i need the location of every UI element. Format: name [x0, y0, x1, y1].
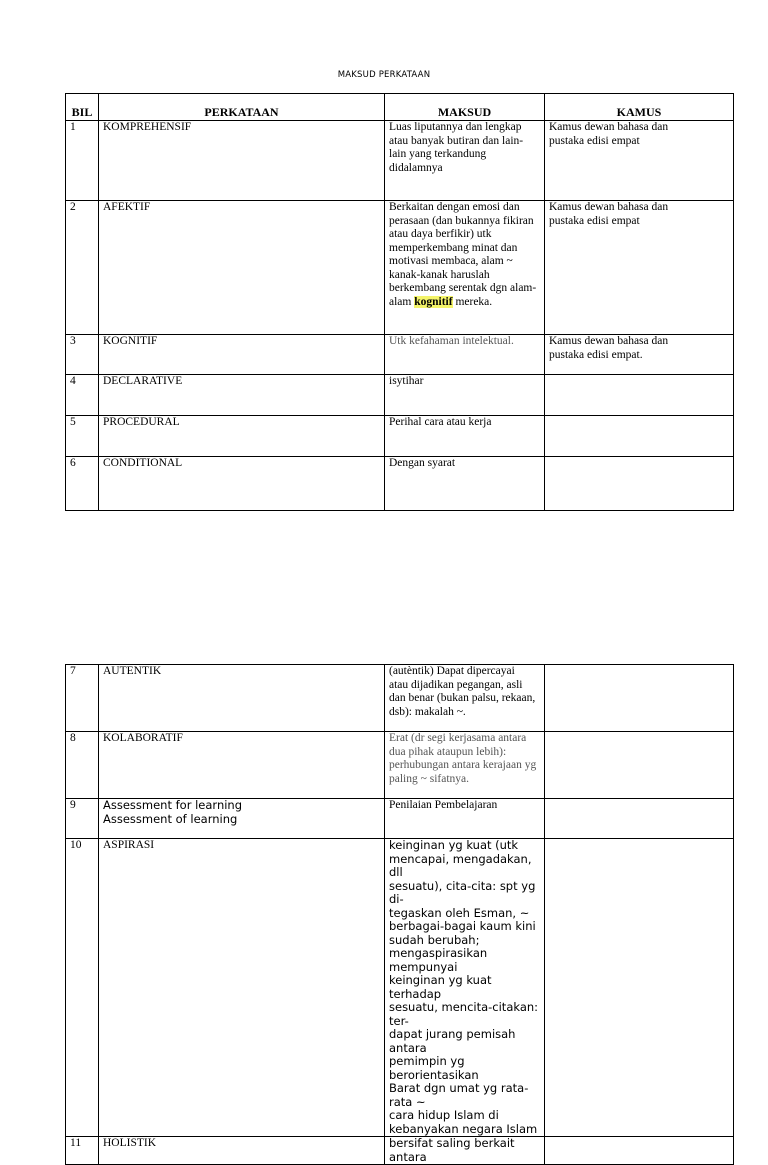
- row-meaning: [385, 201, 545, 335]
- row-word: Assessment for learning Assessment of learning: [99, 799, 385, 839]
- row-number: 7: [66, 665, 99, 732]
- row-meaning: Erat (dr segi kerjasama antara dua pihak ataupun lebih): perhubungan antara kerajaan yg paling ~ sifatnya.: [385, 732, 545, 799]
- table-row: [66, 416, 734, 457]
- row-number: 4: [66, 375, 99, 416]
- row-dictionary: [545, 799, 734, 839]
- row-dictionary: [545, 665, 734, 732]
- row-word: DECLARATIVE: [99, 375, 385, 416]
- header-kamus: KAMUS: [545, 94, 734, 121]
- row-number: 2: [66, 201, 99, 335]
- row-dictionary: [545, 375, 734, 416]
- header-maksud: MAKSUD: [385, 94, 545, 121]
- row-dictionary: Kamus dewan bahasa dan pustaka edisi empat.: [545, 335, 734, 375]
- table-header-row: [66, 94, 734, 121]
- table-row: [66, 839, 734, 1137]
- row-meaning: Perihal cara atau kerja: [385, 416, 545, 457]
- row-meaning: (autèntik) Dapat dipercayai atau dijadikan pegangan, asli dan benar (bukan palsu, rekaan, dsb): makalah ~.: [385, 665, 545, 732]
- row-number: 11: [66, 1137, 99, 1165]
- meaning-text: Berkaitan dengan emosi dan perasaan (dan bukannya fikiran atau daya berfikir) utk memperkembang minat dan motivasi membaca, alam ~ kanak-kanak haruslah berkembang serentak dgn alam- alam: [389, 201, 537, 308]
- row-meaning: Utk kefahaman intelektual.: [385, 335, 545, 375]
- header-perkataan: PERKATAAN: [99, 94, 385, 121]
- meaning-text-end: mereka.: [452, 295, 493, 308]
- row-meaning: keinginan yg kuat (utk mencapai, mengadakan, dll sesuatu), cita-cita: spt yg di- tegaskan oleh Esman, ~ berbagai-bagai kaum kini sudah berubah; mengaspirasikan mempunyai keinginan yg kuat terhadap sesuatu, mencita-citakan: ter- dapat jurang pemisah antara pemimpin yg berorientasikan Barat dgn umat yg rata-rata ~ cara hidup Islam di kebanyakan negara Islam: [385, 839, 545, 1137]
- row-number: 1: [66, 121, 99, 201]
- row-word: PROCEDURAL: [99, 416, 385, 457]
- header-bil: BIL: [66, 94, 99, 121]
- table-row: [66, 665, 734, 732]
- row-word: CONDITIONAL: [99, 457, 385, 511]
- table-row: [66, 201, 734, 335]
- row-dictionary: Kamus dewan bahasa dan pustaka edisi empat: [545, 121, 734, 201]
- row-word: AFEKTIF: [99, 201, 385, 335]
- row-dictionary: [545, 416, 734, 457]
- table-row: [66, 799, 734, 839]
- row-dictionary: Kamus dewan bahasa dan pustaka edisi empat: [545, 201, 734, 335]
- row-dictionary: [545, 457, 734, 511]
- row-word: KOMPREHENSIF: [99, 121, 385, 201]
- document-title: MAKSUD PERKATAAN: [337, 70, 431, 80]
- row-meaning: bersifat saling berkait antara: [385, 1137, 545, 1165]
- row-number: 9: [66, 799, 99, 839]
- row-word: AUTENTIK: [99, 665, 385, 732]
- table-row: [66, 121, 734, 201]
- table-row: [66, 335, 734, 375]
- row-number: 3: [66, 335, 99, 375]
- row-meaning: Luas liputannya dan lengkap atau banyak butiran dan lain- lain yang terkandung didalamnya: [385, 121, 545, 201]
- table-row: [66, 457, 734, 511]
- row-meaning: Dengan syarat: [385, 457, 545, 511]
- table-row: [66, 732, 734, 799]
- row-word: KOGNITIF: [99, 335, 385, 375]
- row-number: 10: [66, 839, 99, 1137]
- table-row: [66, 375, 734, 416]
- row-dictionary: [545, 732, 734, 799]
- word-table-part-2: [65, 664, 734, 1165]
- row-number: 8: [66, 732, 99, 799]
- row-word: KOLABORATIF: [99, 732, 385, 799]
- row-word: HOLISTIK: [99, 1137, 385, 1165]
- row-dictionary: [545, 839, 734, 1137]
- table-row: [66, 1137, 734, 1165]
- highlighted-word: kognitif: [414, 295, 453, 308]
- row-meaning: Penilaian Pembelajaran: [385, 799, 545, 839]
- row-number: 5: [66, 416, 99, 457]
- row-dictionary: [545, 1137, 734, 1165]
- row-number: 6: [66, 457, 99, 511]
- word-table-part-1: [65, 93, 734, 511]
- row-meaning: isytihar: [385, 375, 545, 416]
- row-word: ASPIRASI: [99, 839, 385, 1137]
